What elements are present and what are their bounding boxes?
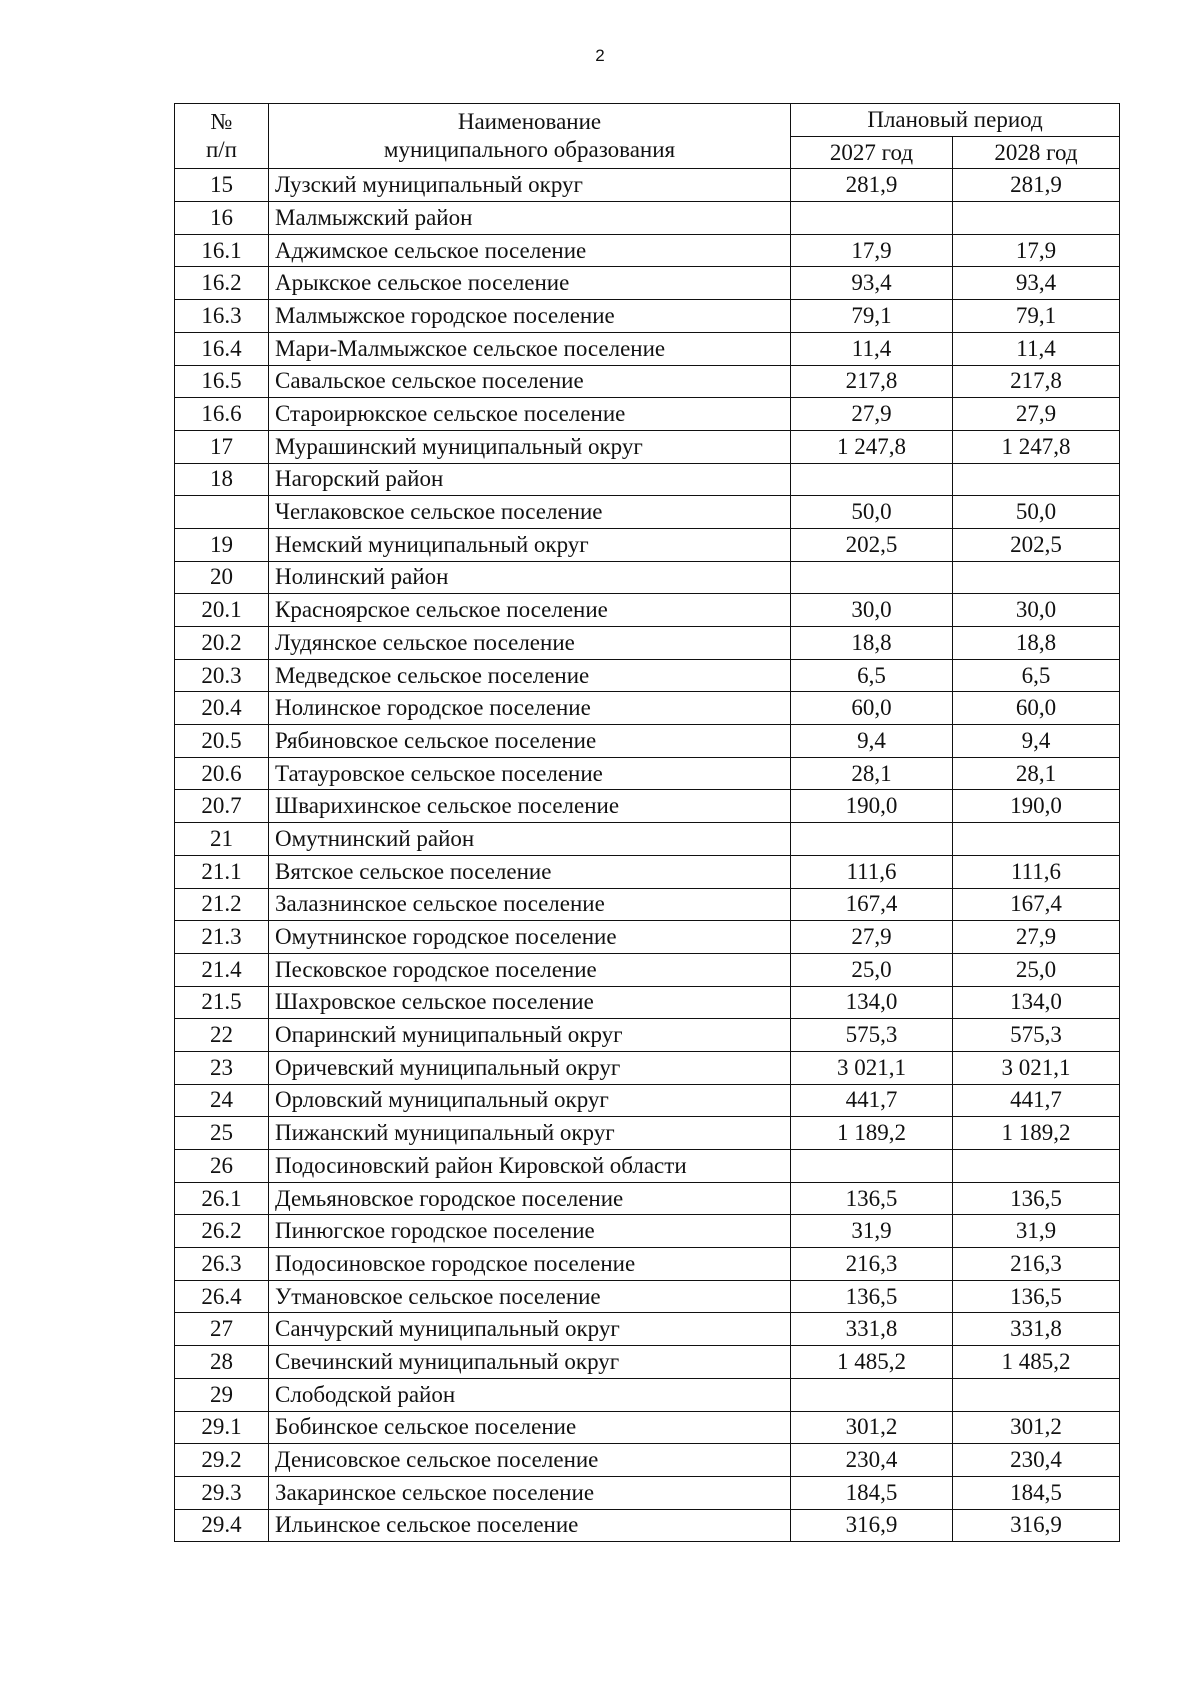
row-value-2027: 1 247,8 — [791, 430, 953, 463]
row-number: 21.5 — [175, 986, 269, 1019]
row-value-2027 — [791, 1150, 953, 1183]
row-name: Песковское городское поселение — [269, 953, 791, 986]
row-value-2027: 1 189,2 — [791, 1117, 953, 1150]
table-row — [175, 1509, 1120, 1542]
row-name: Чеглаковское сельское поселение — [269, 496, 791, 529]
table-row — [175, 234, 1120, 267]
row-value-2027: 331,8 — [791, 1313, 953, 1346]
row-value-2027: 216,3 — [791, 1248, 953, 1281]
row-name: Утмановское сельское поселение — [269, 1280, 791, 1313]
row-number: 22 — [175, 1019, 269, 1052]
table-row — [175, 1019, 1120, 1052]
table-row — [175, 855, 1120, 888]
row-name: Демьяновское городское поселение — [269, 1182, 791, 1215]
row-value-2028 — [953, 823, 1120, 856]
row-value-2028: 1 485,2 — [953, 1346, 1120, 1379]
row-name: Вятское сельское поселение — [269, 855, 791, 888]
row-value-2027: 31,9 — [791, 1215, 953, 1248]
row-number: 20 — [175, 561, 269, 594]
row-name: Красноярское сельское поселение — [269, 594, 791, 627]
row-value-2028 — [953, 463, 1120, 496]
table-row — [175, 757, 1120, 790]
table-row — [175, 594, 1120, 627]
row-number: 29.1 — [175, 1411, 269, 1444]
row-name: Нолинское городское поселение — [269, 692, 791, 725]
row-value-2027: 18,8 — [791, 627, 953, 660]
row-number: 26.4 — [175, 1280, 269, 1313]
row-number: 20.3 — [175, 659, 269, 692]
table-row — [175, 1346, 1120, 1379]
row-name: Нагорский район — [269, 463, 791, 496]
row-name: Санчурский муниципальный округ — [269, 1313, 791, 1346]
row-value-2027: 575,3 — [791, 1019, 953, 1052]
table-row — [175, 1248, 1120, 1281]
row-value-2027: 167,4 — [791, 888, 953, 921]
row-number: 16 — [175, 202, 269, 235]
header-period: Плановый период — [791, 104, 1120, 137]
row-name: Савальское сельское поселение — [269, 365, 791, 398]
row-value-2028: 17,9 — [953, 234, 1120, 267]
row-value-2027: 230,4 — [791, 1444, 953, 1477]
table-row — [175, 1084, 1120, 1117]
table-row — [175, 528, 1120, 561]
row-value-2028: 230,4 — [953, 1444, 1120, 1477]
row-value-2028: 441,7 — [953, 1084, 1120, 1117]
row-name: Татауровское сельское поселение — [269, 757, 791, 790]
row-name: Малмыжский район — [269, 202, 791, 235]
table-row — [175, 986, 1120, 1019]
row-value-2028: 575,3 — [953, 1019, 1120, 1052]
row-value-2028: 31,9 — [953, 1215, 1120, 1248]
row-value-2028: 79,1 — [953, 300, 1120, 333]
header-name-label: Наименование — [457, 109, 602, 135]
row-value-2027: 136,5 — [791, 1280, 953, 1313]
row-number: 24 — [175, 1084, 269, 1117]
row-value-2027: 60,0 — [791, 692, 953, 725]
table-row — [175, 1117, 1120, 1150]
row-value-2027 — [791, 1378, 953, 1411]
row-name: Денисовское сельское поселение — [269, 1444, 791, 1477]
row-number: 15 — [175, 169, 269, 202]
table-row — [175, 627, 1120, 660]
row-number: 20.6 — [175, 757, 269, 790]
row-value-2028: 190,0 — [953, 790, 1120, 823]
row-name: Бобинское сельское поселение — [269, 1411, 791, 1444]
row-name: Медведское сельское поселение — [269, 659, 791, 692]
table-header — [175, 104, 1120, 169]
row-name: Орловский муниципальный округ — [269, 1084, 791, 1117]
row-value-2028: 136,5 — [953, 1182, 1120, 1215]
row-number: 20.5 — [175, 725, 269, 758]
row-value-2028: 316,9 — [953, 1509, 1120, 1542]
row-name: Немский муниципальный округ — [269, 528, 791, 561]
row-value-2027: 27,9 — [791, 921, 953, 954]
table-row — [175, 725, 1120, 758]
row-value-2027: 316,9 — [791, 1509, 953, 1542]
row-value-2027: 27,9 — [791, 398, 953, 431]
row-number: 16.6 — [175, 398, 269, 431]
row-value-2028: 1 189,2 — [953, 1117, 1120, 1150]
row-value-2028: 11,4 — [953, 332, 1120, 365]
budget-table — [174, 103, 1120, 1542]
table-body — [175, 169, 1120, 1542]
row-number: 23 — [175, 1051, 269, 1084]
row-value-2028 — [953, 561, 1120, 594]
row-value-2027 — [791, 202, 953, 235]
row-name: Шварихинское сельское поселение — [269, 790, 791, 823]
table-row — [175, 1313, 1120, 1346]
header-number-cell — [175, 104, 269, 169]
table-row — [175, 267, 1120, 300]
row-value-2028: 136,5 — [953, 1280, 1120, 1313]
row-value-2028 — [953, 202, 1120, 235]
row-name: Подосиновское городское поселение — [269, 1248, 791, 1281]
table-row — [175, 888, 1120, 921]
row-number: 16.3 — [175, 300, 269, 333]
row-name: Малмыжское городское поселение — [269, 300, 791, 333]
row-value-2028: 301,2 — [953, 1411, 1120, 1444]
row-name: Лудянское сельское поселение — [269, 627, 791, 660]
row-value-2027: 134,0 — [791, 986, 953, 1019]
table-row — [175, 169, 1120, 202]
row-value-2028: 50,0 — [953, 496, 1120, 529]
row-name: Мари-Малмыжское сельское поселение — [269, 332, 791, 365]
row-value-2028: 331,8 — [953, 1313, 1120, 1346]
row-value-2028: 3 021,1 — [953, 1051, 1120, 1084]
row-name: Шахровское сельское поселение — [269, 986, 791, 1019]
row-number: 20.1 — [175, 594, 269, 627]
row-name: Омутнинский район — [269, 823, 791, 856]
row-value-2028: 30,0 — [953, 594, 1120, 627]
row-name: Староирюкское сельское поселение — [269, 398, 791, 431]
table-row — [175, 202, 1120, 235]
table-row — [175, 1150, 1120, 1183]
row-value-2028: 216,3 — [953, 1248, 1120, 1281]
row-value-2027 — [791, 823, 953, 856]
table-row — [175, 1378, 1120, 1411]
row-number: 20.2 — [175, 627, 269, 660]
row-number: 26.3 — [175, 1248, 269, 1281]
row-value-2028: 9,4 — [953, 725, 1120, 758]
header-year-2027: 2027 год — [791, 136, 953, 169]
row-name: Пинюгское городское поселение — [269, 1215, 791, 1248]
row-name: Залазнинское сельское поселение — [269, 888, 791, 921]
row-name: Свечинский муниципальный округ — [269, 1346, 791, 1379]
row-value-2027: 1 485,2 — [791, 1346, 953, 1379]
row-number: 17 — [175, 430, 269, 463]
table-row — [175, 561, 1120, 594]
row-value-2028 — [953, 1378, 1120, 1411]
row-value-2027: 30,0 — [791, 594, 953, 627]
row-number: 21.4 — [175, 953, 269, 986]
row-name: Оричевский муниципальный округ — [269, 1051, 791, 1084]
row-name: Омутнинское городское поселение — [269, 921, 791, 954]
row-value-2027: 17,9 — [791, 234, 953, 267]
row-value-2027: 190,0 — [791, 790, 953, 823]
row-value-2027: 441,7 — [791, 1084, 953, 1117]
row-value-2027: 184,5 — [791, 1476, 953, 1509]
row-value-2027: 136,5 — [791, 1182, 953, 1215]
row-number: 29.3 — [175, 1476, 269, 1509]
table-row — [175, 332, 1120, 365]
row-name: Рябиновское сельское поселение — [269, 725, 791, 758]
row-number: 20.4 — [175, 692, 269, 725]
row-name: Опаринский муниципальный округ — [269, 1019, 791, 1052]
row-number: 20.7 — [175, 790, 269, 823]
table-row — [175, 1476, 1120, 1509]
row-name: Ильинское сельское поселение — [269, 1509, 791, 1542]
header-number-sublabel: п/п — [205, 137, 237, 163]
row-number: 21.3 — [175, 921, 269, 954]
row-number: 21.2 — [175, 888, 269, 921]
row-value-2028 — [953, 1150, 1120, 1183]
table-row — [175, 823, 1120, 856]
table-row — [175, 430, 1120, 463]
table-row — [175, 1444, 1120, 1477]
table-row — [175, 953, 1120, 986]
table-row — [175, 921, 1120, 954]
row-number: 16.1 — [175, 234, 269, 267]
row-value-2027: 11,4 — [791, 332, 953, 365]
row-number: 16.5 — [175, 365, 269, 398]
table-row — [175, 790, 1120, 823]
row-value-2027: 25,0 — [791, 953, 953, 986]
table-row — [175, 1051, 1120, 1084]
row-name: Слободской район — [269, 1378, 791, 1411]
row-number: 16.2 — [175, 267, 269, 300]
row-value-2028: 25,0 — [953, 953, 1120, 986]
row-number: 26.1 — [175, 1182, 269, 1215]
row-number: 21 — [175, 823, 269, 856]
row-value-2027: 50,0 — [791, 496, 953, 529]
row-value-2027: 9,4 — [791, 725, 953, 758]
header-name-cell — [269, 104, 791, 169]
row-value-2028: 217,8 — [953, 365, 1120, 398]
row-value-2027: 281,9 — [791, 169, 953, 202]
table-row — [175, 1215, 1120, 1248]
header-number-label: № — [210, 109, 233, 135]
row-value-2028: 93,4 — [953, 267, 1120, 300]
row-number: 21.1 — [175, 855, 269, 888]
table-row — [175, 692, 1120, 725]
row-name: Пижанский муниципальный округ — [269, 1117, 791, 1150]
row-number: 26 — [175, 1150, 269, 1183]
row-value-2027: 6,5 — [791, 659, 953, 692]
row-name: Арыкское сельское поселение — [269, 267, 791, 300]
header-name-sublabel: муниципального образования — [383, 137, 676, 163]
row-name: Аджимское сельское поселение — [269, 234, 791, 267]
table-row — [175, 398, 1120, 431]
row-number: 18 — [175, 463, 269, 496]
row-number: 25 — [175, 1117, 269, 1150]
row-value-2028: 27,9 — [953, 921, 1120, 954]
row-value-2027: 111,6 — [791, 855, 953, 888]
table-row — [175, 1280, 1120, 1313]
row-value-2027 — [791, 561, 953, 594]
row-number: 28 — [175, 1346, 269, 1379]
row-value-2028: 134,0 — [953, 986, 1120, 1019]
row-number: 16.4 — [175, 332, 269, 365]
row-name: Лузский муниципальный округ — [269, 169, 791, 202]
page-number: 2 — [595, 46, 605, 65]
row-value-2028: 60,0 — [953, 692, 1120, 725]
row-value-2028: 281,9 — [953, 169, 1120, 202]
row-value-2027: 28,1 — [791, 757, 953, 790]
row-value-2028: 111,6 — [953, 855, 1120, 888]
row-value-2028: 167,4 — [953, 888, 1120, 921]
header-year-2028: 2028 год — [953, 136, 1120, 169]
row-value-2028: 1 247,8 — [953, 430, 1120, 463]
row-value-2027: 93,4 — [791, 267, 953, 300]
row-value-2028: 27,9 — [953, 398, 1120, 431]
row-value-2027: 3 021,1 — [791, 1051, 953, 1084]
row-value-2028: 202,5 — [953, 528, 1120, 561]
table-row — [175, 300, 1120, 333]
row-number: 27 — [175, 1313, 269, 1346]
row-value-2027: 301,2 — [791, 1411, 953, 1444]
table-row — [175, 463, 1120, 496]
row-number: 19 — [175, 528, 269, 561]
row-name: Мурашинский муниципальный округ — [269, 430, 791, 463]
table-row — [175, 659, 1120, 692]
row-name: Подосиновский район Кировской области — [269, 1150, 791, 1183]
row-value-2028: 18,8 — [953, 627, 1120, 660]
row-name: Закаринское сельское поселение — [269, 1476, 791, 1509]
row-name: Нолинский район — [269, 561, 791, 594]
table-row — [175, 365, 1120, 398]
row-number: 29 — [175, 1378, 269, 1411]
table-row — [175, 1411, 1120, 1444]
row-number — [175, 496, 269, 529]
row-value-2028: 6,5 — [953, 659, 1120, 692]
row-value-2027: 217,8 — [791, 365, 953, 398]
table-row — [175, 496, 1120, 529]
table-row — [175, 1182, 1120, 1215]
row-value-2027: 79,1 — [791, 300, 953, 333]
row-value-2028: 28,1 — [953, 757, 1120, 790]
row-number: 29.4 — [175, 1509, 269, 1542]
row-value-2027: 202,5 — [791, 528, 953, 561]
row-value-2028: 184,5 — [953, 1476, 1120, 1509]
row-value-2027 — [791, 463, 953, 496]
row-number: 26.2 — [175, 1215, 269, 1248]
row-number: 29.2 — [175, 1444, 269, 1477]
